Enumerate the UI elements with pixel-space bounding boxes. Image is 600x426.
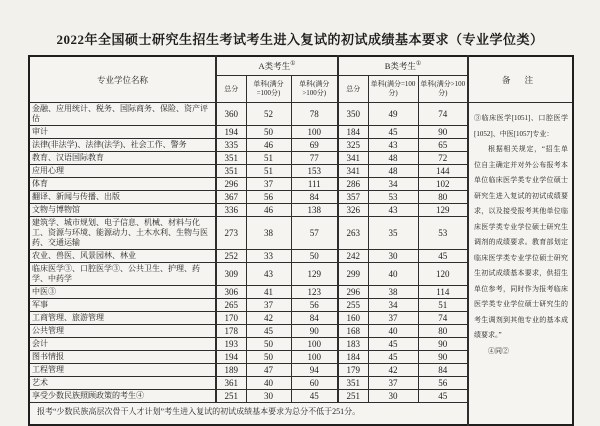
- score-cell: 350: [338, 103, 368, 126]
- score-cell: 273: [216, 217, 246, 250]
- degree-name-cell: 文物与博物馆: [29, 204, 216, 217]
- score-cell: 351: [338, 377, 368, 390]
- score-cell: 251: [338, 390, 368, 403]
- score-cell: 100: [291, 126, 338, 139]
- score-cell: 168: [338, 325, 368, 338]
- score-cell: 252: [216, 250, 246, 263]
- score-cell: 40: [246, 377, 291, 390]
- score-cell: 46: [246, 139, 291, 152]
- score-cell: 53: [418, 217, 468, 250]
- score-cell: 111: [291, 178, 338, 191]
- score-cell: 43: [246, 263, 291, 286]
- remark-paragraph: ④同②: [488, 346, 510, 355]
- score-cell: 35: [368, 217, 418, 250]
- degree-name-cell: 艺术: [29, 377, 216, 390]
- footnote-mark: ①: [415, 61, 422, 68]
- score-cell: 335: [216, 139, 246, 152]
- score-cell: 60: [291, 377, 338, 390]
- score-cell: 102: [418, 178, 468, 191]
- degree-name-cell: 建筑学、城市规划、电子信息、机械、材料与化工、资源与环境、能源动力、土木水利、生物与医药、交通运输: [29, 217, 216, 250]
- score-cell: 360: [216, 103, 246, 126]
- header-group-b: [338, 56, 468, 76]
- score-cell: 57: [291, 217, 338, 250]
- score-cell: 74: [418, 103, 468, 126]
- score-cell: 84: [291, 312, 338, 325]
- degree-name-cell: 法律(非法学)、法律(法学)、社会工作、警务: [29, 139, 216, 152]
- score-cell: 100: [291, 351, 338, 364]
- score-cell: 90: [418, 351, 468, 364]
- score-cell: 56: [418, 377, 468, 390]
- score-cell: 50: [291, 250, 338, 263]
- degree-name-cell: 审计: [29, 126, 216, 139]
- score-cell: 94: [291, 364, 338, 377]
- score-cell: 336: [216, 204, 246, 217]
- score-cell: 37: [368, 312, 418, 325]
- score-cell: 40: [368, 325, 418, 338]
- score-cell: 170: [216, 312, 246, 325]
- score-table-body: [29, 103, 573, 426]
- degree-name-cell: 军事: [29, 299, 216, 312]
- footer-note: 报考“少数民族高层次骨干人才计划”考生进入复试的初试成绩基本要求为总分不低于251分。: [29, 403, 468, 426]
- score-cell: 179: [338, 364, 368, 377]
- degree-name-cell: 图书情报: [29, 351, 216, 364]
- score-cell: 123: [291, 286, 338, 299]
- score-cell: 34: [368, 178, 418, 191]
- remark-paragraph: 根据相关规定，“招生单位自主确定并对外公布报考本单位临床医学类专业学位硕士研究生进入复试的初试成绩要求，以及接受报考其他单位临床医学类专业学位硕士研究生调剂的成绩要求。教育部划定临床医学类专业学位硕士研究生初试成绩基本要求，供招生单位参考，同时作为报考临床医学类专业学位硕士研究生的考生调剂到其他专业的基本成绩要求。”: [474, 145, 569, 339]
- score-cell: 309: [216, 263, 246, 286]
- score-cell: 357: [338, 191, 368, 204]
- degree-name-cell: 享受少数民族照顾政策的考生④: [29, 390, 216, 403]
- score-cell: 84: [291, 191, 338, 204]
- score-cell: 51: [418, 299, 468, 312]
- header-group-b-label: B类考生: [384, 61, 416, 71]
- score-cell: 90: [418, 126, 468, 139]
- table-header: [29, 56, 573, 103]
- score-cell: 30: [368, 390, 418, 403]
- score-cell: 341: [338, 152, 368, 165]
- score-cell: 45: [246, 325, 291, 338]
- score-cell: 90: [418, 338, 468, 351]
- score-cell: 50: [246, 338, 291, 351]
- score-cell: 296: [216, 178, 246, 191]
- score-cell: 40: [368, 263, 418, 286]
- score-cell: 194: [216, 126, 246, 139]
- score-cell: 45: [368, 338, 418, 351]
- remark-cell: [468, 103, 573, 426]
- degree-name-cell: 工商管理、旅游管理: [29, 312, 216, 325]
- score-cell: 306: [216, 286, 246, 299]
- score-cell: 351: [216, 165, 246, 178]
- score-cell: 46: [246, 204, 291, 217]
- header-single-gt100-b: 单科(满分>100分): [418, 76, 468, 103]
- score-cell: 43: [368, 204, 418, 217]
- degree-name-cell: 农业、兽医、风景园林、林业: [29, 250, 216, 263]
- score-cell: 78: [291, 103, 338, 126]
- degree-name-cell: 金融、应用统计、税务、国际商务、保险、资产评估: [29, 103, 216, 126]
- degree-name-cell: 工程管理: [29, 364, 216, 377]
- score-cell: 45: [368, 126, 418, 139]
- degree-name-cell: 临床医学③、口腔医学③、公共卫生、护理、药学、中药学: [29, 263, 216, 286]
- score-cell: 38: [368, 286, 418, 299]
- header-remark: 备 注: [468, 56, 573, 103]
- score-cell: 52: [246, 103, 291, 126]
- degree-name-cell: 中医③: [29, 286, 216, 299]
- score-cell: 144: [418, 165, 468, 178]
- score-cell: 65: [418, 139, 468, 152]
- score-cell: 242: [338, 250, 368, 263]
- score-cell: 114: [418, 286, 468, 299]
- header-total-a: 总分: [216, 76, 246, 103]
- score-cell: 72: [418, 152, 468, 165]
- score-cell: 56: [246, 191, 291, 204]
- score-cell: 69: [291, 139, 338, 152]
- score-cell: 47: [246, 364, 291, 377]
- score-cell: 189: [216, 364, 246, 377]
- header-group-a: [216, 56, 338, 76]
- score-cell: 77: [291, 152, 338, 165]
- degree-name-cell: 教育、汉语国际教育: [29, 152, 216, 165]
- header-single-gt100-a: 单科(满分>100分): [291, 76, 338, 103]
- score-cell: 80: [418, 191, 468, 204]
- degree-name-cell: 公共管理: [29, 325, 216, 338]
- footnote-mark: ①: [290, 61, 296, 68]
- score-cell: 255: [338, 299, 368, 312]
- score-cell: 341: [338, 165, 368, 178]
- score-cell: 120: [418, 263, 468, 286]
- score-cell: 56: [291, 299, 338, 312]
- degree-name-cell: 翻译、新闻与传播、出版: [29, 191, 216, 204]
- score-cell: 49: [368, 103, 418, 126]
- score-cell: 129: [418, 204, 468, 217]
- score-cell: 45: [418, 390, 468, 403]
- score-cell: 43: [368, 139, 418, 152]
- score-cell: 326: [338, 204, 368, 217]
- score-cell: 42: [246, 312, 291, 325]
- score-cell: 184: [338, 126, 368, 139]
- score-cell: 178: [216, 325, 246, 338]
- score-cell: 100: [291, 338, 338, 351]
- score-cell: 51: [246, 152, 291, 165]
- score-table: [28, 55, 574, 426]
- score-cell: 138: [291, 204, 338, 217]
- score-cell: 351: [216, 152, 246, 165]
- document-title: 2022年全国硕士研究生招生考试考生进入复试的初试成绩基本要求（专业学位类）: [56, 32, 544, 47]
- score-cell: 194: [216, 351, 246, 364]
- score-cell: 30: [368, 250, 418, 263]
- score-cell: 296: [338, 286, 368, 299]
- score-cell: 53: [368, 191, 418, 204]
- header-degree-name: 专业学位名称: [29, 56, 216, 103]
- score-cell: 37: [246, 178, 291, 191]
- score-cell: 263: [338, 217, 368, 250]
- remark-paragraph: ③临床医学[1051]、口腔医学[1052]、中医[1057]专业：: [474, 114, 569, 138]
- score-cell: 183: [338, 338, 368, 351]
- score-cell: 74: [418, 312, 468, 325]
- header-group-a-label: A类考生: [258, 61, 291, 71]
- score-cell: 299: [338, 263, 368, 286]
- score-cell: 251: [216, 390, 246, 403]
- score-cell: 37: [246, 299, 291, 312]
- score-cell: 80: [418, 325, 468, 338]
- score-cell: 48: [368, 152, 418, 165]
- score-cell: 90: [291, 325, 338, 338]
- score-cell: 367: [216, 191, 246, 204]
- score-cell: 42: [368, 364, 418, 377]
- table-row: [29, 103, 573, 126]
- header-single-eq100-a: 单科(满分=100分): [246, 76, 291, 103]
- degree-name-cell: 体育: [29, 178, 216, 191]
- score-cell: 37: [368, 377, 418, 390]
- score-cell: 84: [418, 364, 468, 377]
- score-cell: 41: [246, 286, 291, 299]
- score-cell: 184: [338, 351, 368, 364]
- score-cell: 265: [216, 299, 246, 312]
- degree-name-cell: 会计: [29, 338, 216, 351]
- score-cell: 361: [216, 377, 246, 390]
- score-cell: 325: [338, 139, 368, 152]
- score-cell: 45: [418, 250, 468, 263]
- score-cell: 129: [291, 263, 338, 286]
- score-cell: 33: [246, 250, 291, 263]
- score-cell: 50: [246, 351, 291, 364]
- score-cell: 45: [291, 390, 338, 403]
- score-cell: 34: [368, 299, 418, 312]
- score-cell: 50: [246, 126, 291, 139]
- score-cell: 286: [338, 178, 368, 191]
- header-single-eq100-b: 单科(满分=100分): [368, 76, 418, 103]
- score-cell: 45: [368, 351, 418, 364]
- score-cell: 51: [246, 165, 291, 178]
- degree-name-cell: 应用心理: [29, 165, 216, 178]
- score-cell: 38: [246, 217, 291, 250]
- score-cell: 30: [246, 390, 291, 403]
- score-cell: 153: [291, 165, 338, 178]
- score-cell: 193: [216, 338, 246, 351]
- score-cell: 160: [338, 312, 368, 325]
- score-cell: 48: [368, 165, 418, 178]
- header-total-b: 总分: [338, 76, 368, 103]
